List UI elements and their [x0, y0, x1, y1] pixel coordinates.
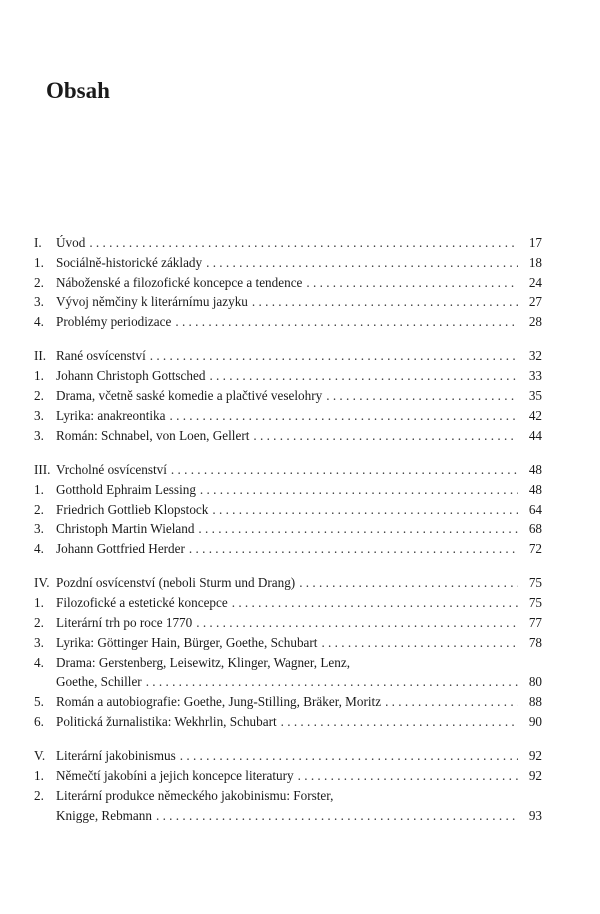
entry-page-number: 48: [528, 481, 542, 497]
entry-title: Náboženské a filozofické koncepce a tendence: [56, 274, 303, 290]
entry-line: [56, 292, 542, 312]
entry-body: [56, 712, 542, 732]
entry-number: 3.: [34, 427, 44, 443]
dot-leader: [253, 426, 518, 446]
dot-leader: [189, 539, 518, 559]
entry-number: 2.: [34, 274, 44, 290]
entry-body: [56, 386, 542, 406]
dot-leader: [89, 233, 518, 253]
entry-title: Drama, včetně saské komedie a plačtivé veselohry: [56, 388, 323, 404]
entry-page-number: 93: [528, 807, 542, 823]
dot-leader: [146, 672, 518, 692]
entry-body: [56, 460, 542, 480]
toc-section: [34, 346, 542, 445]
entry-line: [56, 692, 542, 712]
toc-entry[interactable]: [34, 786, 542, 826]
entry-number: 4.: [34, 541, 44, 557]
entry-title: Goethe, Schiller: [56, 674, 142, 690]
entry-title: Christoph Martin Wieland: [56, 521, 195, 537]
dot-leader: [196, 613, 518, 633]
toc-entry[interactable]: [34, 233, 542, 253]
entry-line: [56, 460, 542, 480]
entry-body: [56, 519, 542, 539]
entry-line: [56, 386, 542, 406]
entry-number: 6.: [34, 714, 44, 730]
entry-title: Lyrika: Göttinger Hain, Bürger, Goethe, Schubart: [56, 634, 318, 650]
entry-body: [56, 613, 542, 633]
dot-leader: [212, 500, 518, 520]
dot-leader: [156, 806, 518, 826]
entry-body: [56, 500, 542, 520]
entry-line: [56, 786, 542, 806]
entry-title: Literární jakobinismus: [56, 748, 176, 764]
entry-number: 1.: [34, 368, 44, 384]
dot-leader: [252, 292, 518, 312]
toc-entry[interactable]: [34, 539, 542, 559]
entry-line: [56, 573, 542, 593]
entry-body: [56, 766, 542, 786]
entry-title: Román: Schnabel, von Loen, Gellert: [56, 427, 250, 443]
entry-page-number: 24: [528, 274, 542, 290]
entry-body: [56, 233, 542, 253]
entry-line: [56, 593, 542, 613]
dot-leader: [298, 766, 518, 786]
entry-line: [56, 806, 542, 826]
entry-page-number: 42: [528, 407, 542, 423]
entry-line: [56, 633, 542, 653]
entry-line: [56, 653, 542, 673]
entry-title: Friedrich Gottlieb Klopstock: [56, 501, 209, 517]
entry-page-number: 78: [528, 634, 542, 650]
entry-number: 2.: [34, 615, 44, 631]
entry-title: Drama: Gerstenberg, Leisewitz, Klinger, Wagner, Lenz,: [56, 654, 350, 670]
entry-number: 3.: [34, 634, 44, 650]
entry-number: V.: [34, 748, 46, 764]
entry-number: 3.: [34, 521, 44, 537]
dot-leader: [206, 253, 518, 273]
entry-body: [56, 786, 542, 826]
toc-entry[interactable]: [34, 692, 542, 712]
entry-line: [56, 233, 542, 253]
entry-title: Literární trh po roce 1770: [56, 615, 193, 631]
entry-title: Sociálně-historické základy: [56, 254, 203, 270]
entry-number: 3.: [34, 294, 44, 310]
entry-number: 1.: [34, 768, 44, 784]
entry-title: Problémy periodizace: [56, 314, 172, 330]
toc-entry[interactable]: [34, 426, 542, 446]
toc-entry[interactable]: [34, 480, 542, 500]
entry-number: II.: [34, 348, 47, 364]
toc-entry[interactable]: [34, 766, 542, 786]
dot-leader: [180, 746, 518, 766]
toc-entry[interactable]: [34, 746, 542, 766]
entry-number: III.: [34, 461, 51, 477]
entry-number: 1.: [34, 254, 44, 270]
entry-body: [56, 273, 542, 293]
entry-title: Filozofické a estetické koncepce: [56, 595, 228, 611]
toc-section: [34, 746, 542, 825]
entry-line: [56, 366, 542, 386]
dot-leader: [170, 406, 519, 426]
toc-entry[interactable]: [34, 273, 542, 293]
entry-title: Literární produkce německého jakobinismu: Forster,: [56, 787, 334, 803]
entry-title: Johann Gottfried Herder: [56, 541, 185, 557]
entry-number: 2.: [34, 787, 44, 803]
entry-line: [56, 480, 542, 500]
toc-entry[interactable]: [34, 712, 542, 732]
entry-body: [56, 653, 542, 693]
dot-leader: [321, 633, 518, 653]
entry-page-number: 88: [528, 694, 542, 710]
entry-title: Román a autobiografie: Goethe, Jung-Stilling, Bräker, Moritz: [56, 694, 382, 710]
toc-entry[interactable]: [34, 386, 542, 406]
dot-leader: [200, 480, 518, 500]
page-title: Obsah: [46, 78, 110, 103]
entry-page-number: 17: [528, 235, 542, 250]
toc-entry[interactable]: [34, 500, 542, 520]
entry-line: [56, 613, 542, 633]
toc-entry[interactable]: [34, 366, 542, 386]
dot-leader: [198, 519, 518, 539]
entry-title: Knigge, Rebmann: [56, 807, 152, 823]
entry-page-number: 32: [528, 348, 542, 364]
entry-title: Politická žurnalistika: Wekhrlin, Schubart: [56, 714, 277, 730]
entry-line: [56, 500, 542, 520]
entry-title: Němečtí jakobíni a jejich koncepce literatury: [56, 768, 294, 784]
dot-leader: [175, 312, 518, 332]
entry-title: Pozdní osvícenství (neboli Sturm und Drang): [56, 575, 296, 591]
entry-number: I.: [34, 235, 42, 250]
dot-leader: [281, 712, 518, 732]
entry-line: [56, 312, 542, 332]
entry-page-number: 48: [528, 461, 542, 477]
entry-body: [56, 746, 542, 766]
toc-section: [34, 573, 542, 731]
toc-entry[interactable]: [34, 613, 542, 633]
table-of-contents: [34, 233, 542, 840]
entry-number: IV.: [34, 575, 50, 591]
entry-body: [56, 633, 542, 653]
dot-leader: [171, 460, 518, 480]
entry-page-number: 68: [528, 521, 542, 537]
entry-body: [56, 366, 542, 386]
entry-title: Gotthold Ephraim Lessing: [56, 481, 196, 497]
entry-line: [56, 426, 542, 446]
entry-title: Johann Christoph Gottsched: [56, 368, 206, 384]
entry-page-number: 92: [528, 748, 542, 764]
entry-number: 2.: [34, 388, 44, 404]
entry-page-number: 35: [528, 388, 542, 404]
entry-body: [56, 573, 542, 593]
entry-page-number: 75: [528, 575, 542, 591]
entry-body: [56, 346, 542, 366]
toc-entry[interactable]: [34, 519, 542, 539]
entry-line: [56, 766, 542, 786]
toc-entry[interactable]: [34, 406, 542, 426]
entry-number: 5.: [34, 694, 44, 710]
entry-number: 4.: [34, 314, 44, 330]
entry-page-number: 44: [528, 427, 542, 443]
dot-leader: [232, 593, 518, 613]
entry-body: [56, 312, 542, 332]
entry-page-number: 18: [528, 254, 542, 270]
entry-line: [56, 746, 542, 766]
entry-body: [56, 480, 542, 500]
entry-title: Úvod: [56, 235, 86, 250]
entry-page-number: 64: [528, 501, 542, 517]
toc-entry[interactable]: [34, 253, 542, 273]
entry-line: [56, 406, 542, 426]
entry-body: [56, 593, 542, 613]
dot-leader: [209, 366, 518, 386]
entry-page-number: 77: [528, 615, 542, 631]
entry-line: [56, 712, 542, 732]
toc-entry[interactable]: [34, 633, 542, 653]
entry-body: [56, 253, 542, 273]
entry-body: [56, 406, 542, 426]
toc-section: [34, 460, 542, 559]
entry-line: [56, 539, 542, 559]
entry-body: [56, 292, 542, 312]
entry-title: Vrcholné osvícenství: [56, 461, 167, 477]
entry-line: [56, 253, 542, 273]
entry-page-number: 80: [528, 674, 542, 690]
entry-title: Rané osvícenství: [56, 348, 146, 364]
toc-entry[interactable]: [34, 653, 542, 693]
toc-entry[interactable]: [34, 593, 542, 613]
entry-number: 3.: [34, 407, 44, 423]
toc-entry[interactable]: [34, 312, 542, 332]
entry-page-number: 72: [528, 541, 542, 557]
entry-number: 1.: [34, 481, 44, 497]
toc-section: [34, 233, 542, 332]
entry-page-number: 75: [528, 595, 542, 611]
entry-page-number: 33: [528, 368, 542, 384]
toc-entry[interactable]: [34, 292, 542, 312]
dot-leader: [150, 346, 518, 366]
entry-page-number: 27: [528, 294, 542, 310]
toc-entry[interactable]: [34, 460, 542, 480]
entry-body: [56, 426, 542, 446]
toc-entry[interactable]: [34, 346, 542, 366]
entry-body: [56, 692, 542, 712]
entry-page-number: 92: [528, 768, 542, 784]
dot-leader: [299, 573, 518, 593]
entry-line: [56, 672, 542, 692]
entry-title: Lyrika: anakreontika: [56, 407, 166, 423]
entry-number: 1.: [34, 595, 44, 611]
dot-leader: [306, 273, 518, 293]
entry-line: [56, 346, 542, 366]
entry-number: 4.: [34, 654, 44, 670]
dot-leader: [326, 386, 518, 406]
toc-entry[interactable]: [34, 573, 542, 593]
entry-number: 2.: [34, 501, 44, 517]
entry-page-number: 90: [528, 714, 542, 730]
entry-line: [56, 273, 542, 293]
entry-body: [56, 539, 542, 559]
entry-page-number: 28: [528, 314, 542, 330]
dot-leader: [385, 692, 518, 712]
entry-title: Vývoj němčiny k literárnímu jazyku: [56, 294, 248, 310]
entry-line: [56, 519, 542, 539]
